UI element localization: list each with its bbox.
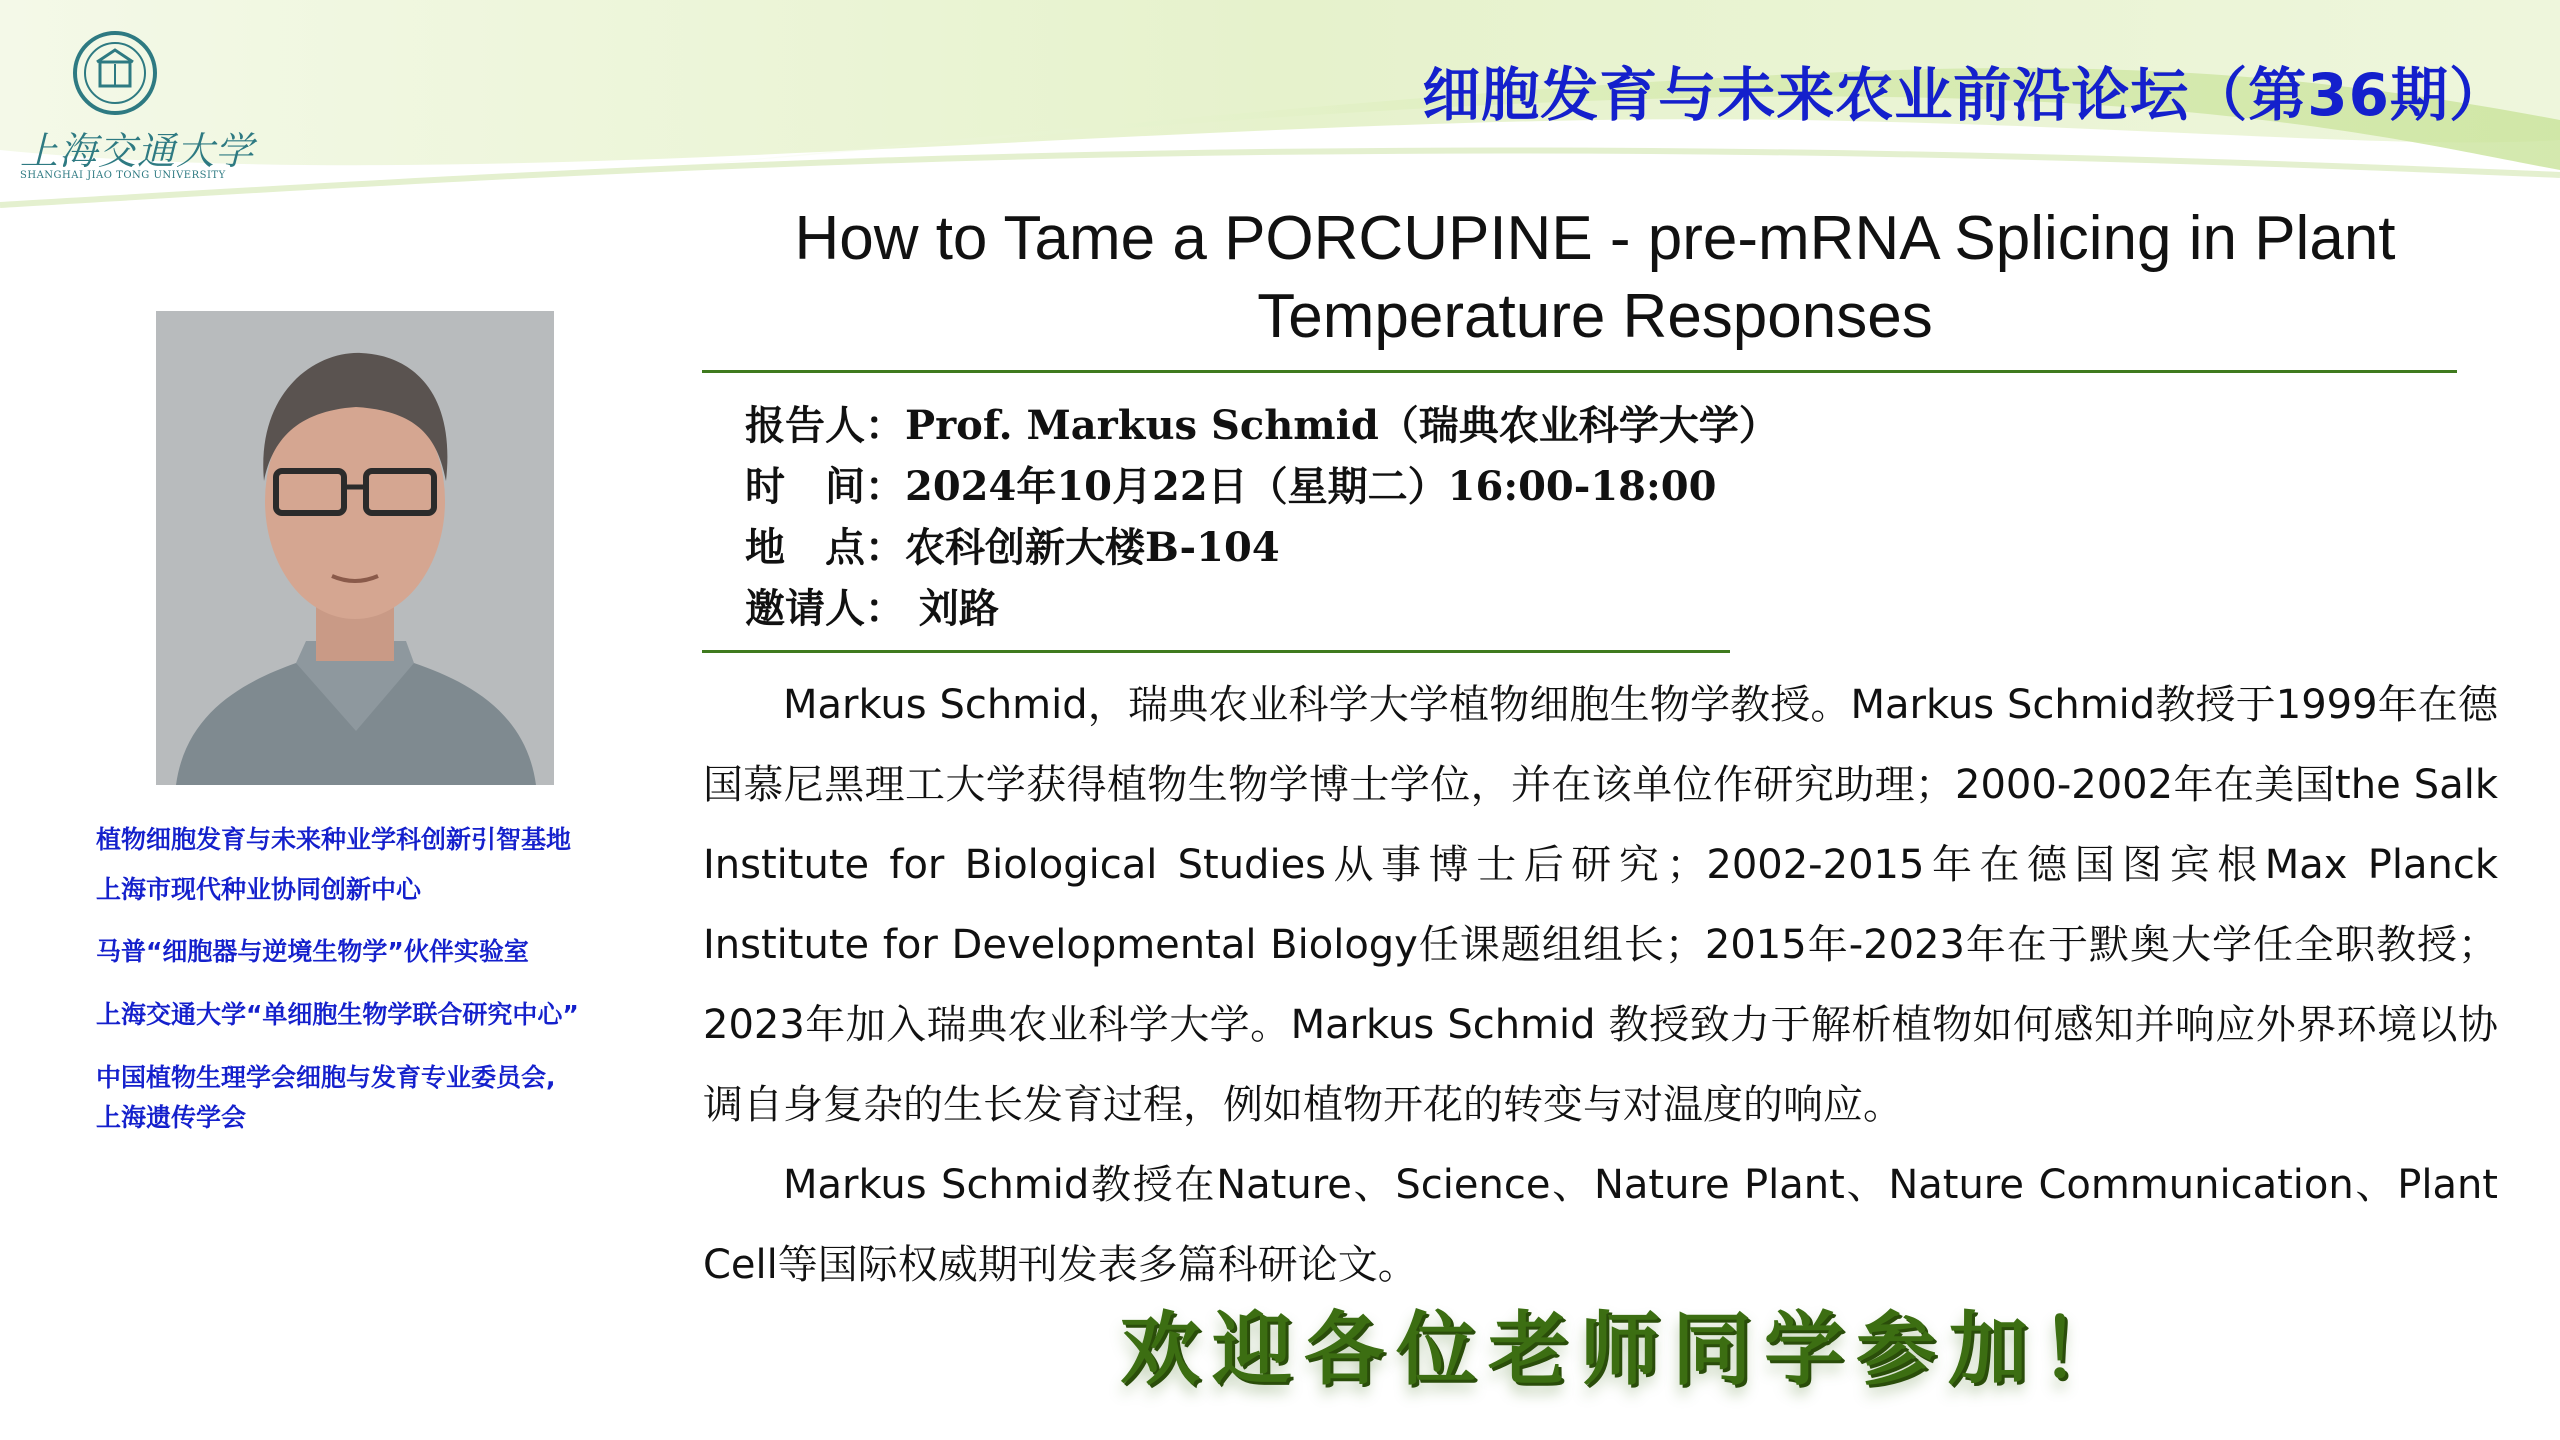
affiliation-item: 马普“细胞器与逆境生物学”伙伴实验室 [96,937,529,966]
inviter-row [745,578,1779,639]
inviter-value: 刘路 [905,585,999,632]
university-name-cn: 上海交通大学 [20,129,255,173]
talk-title-line1: How to Tame a PORCUPINE - pre-mRNA Splicing in Plant [794,204,2396,273]
title-divider [702,370,2457,373]
talk-title-line2: Temperature Responses [1257,282,1933,351]
affiliation-item: 上海交通大学“单细胞生物学联合研究中心” [96,1000,579,1029]
time-row [745,456,1779,517]
affiliation-item: 上海市现代种业协同创新中心 [96,875,422,904]
bio-paragraph-2: Markus Schmid教授在Nature、Science、Nature Plant、Nature Communication、Plant Cell等国际权威期刊发表多篇科研论文。 [703,1162,2498,1288]
affiliation-item: 植物细胞发育与未来种业学科创新引智基地 [96,825,572,854]
welcome-banner: 欢迎各位老师同学参加！ [1120,1302,2132,1396]
speaker-row [745,395,1779,456]
speaker-photo [156,311,554,785]
talk-title [700,200,2490,356]
university-name-en: SHANGHAI JIAO TONG UNIVERSITY [20,170,226,181]
university-logo [20,28,255,188]
location-label: 地 点： [745,524,905,571]
bio-paragraph-1: Markus Schmid，瑞典农业科学大学植物细胞生物学教授。Markus Schmid教授于1999年在德国慕尼黑理工大学获得植物生物学博士学位，并在该单位作研究助理；2000-2002年在美国the Salk Institute for Biological Studies从事博士后研究；2002-2015年在德国图宾根Max Planck Institute for Developmental Biology任课题组组长；2015年-2023年在于默奥大学任全职教授；2023年加入瑞典农业科学大学。Markus Schmid 教授致力于解析植物如何感知并响应外界环境以协调自身复杂的生长发育过程，例如植物开花的转变与对温度的响应。 [703,682,2498,1128]
info-divider [702,650,1730,653]
speaker-label: 报告人： [745,402,905,449]
time-label: 时 间： [745,463,905,510]
location-value: 农科创新大楼B-104 [905,524,1280,571]
talk-info [745,395,1779,639]
speaker-bio [703,665,2498,1305]
affiliation-item: 中国植物生理学会细胞与发育专业委员会, [96,1063,556,1092]
time-value: 2024年10月22日（星期二）16:00-18:00 [905,463,1717,510]
inviter-label: 邀请人： [745,585,905,632]
affiliation-item: 上海遗传学会 [96,1103,247,1132]
speaker-value: Prof. Markus Schmid（瑞典农业科学大学） [905,402,1779,449]
university-seal-icon [70,28,160,118]
forum-title: 细胞发育与未来农业前沿论坛（第36期） [1422,61,2508,129]
location-row [745,517,1779,578]
